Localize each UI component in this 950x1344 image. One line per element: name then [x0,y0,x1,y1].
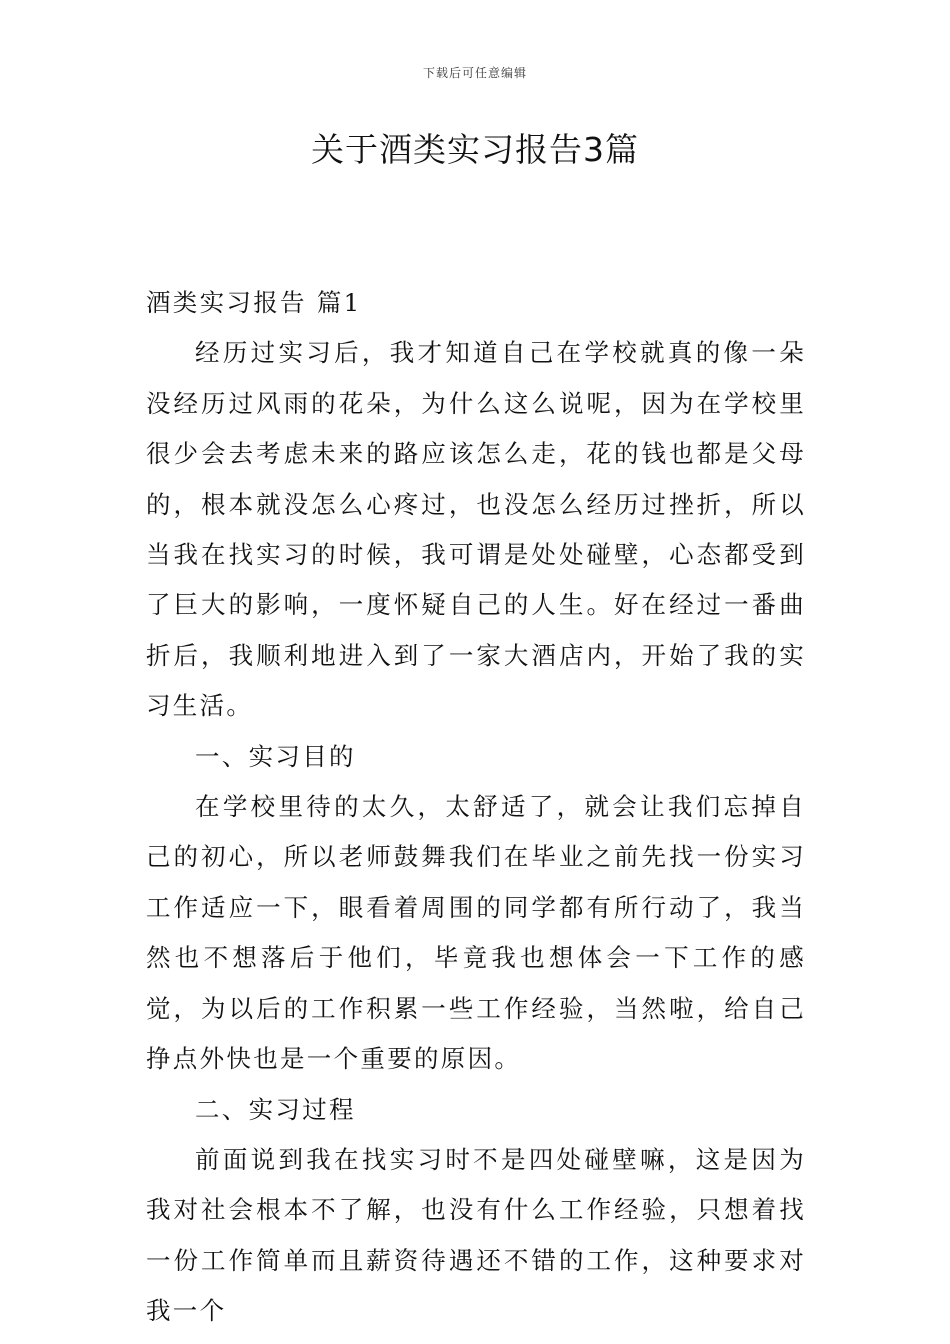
heading-internship-process: 二、实习过程 [195,1094,356,1124]
paragraph-process: 前面说到我在找实习时不是四处碰壁嘛，这是因为我对社会根本不了解，也没有什么工作经验，只想着找一份工作简单而且薪资待遇还不错的工作，这种要求对我一个 [146,1144,806,1326]
paragraph-purpose: 在学校里待的太久，太舒适了，就会让我们忘掉自己的初心，所以老师鼓舞我们在毕业之前先找一份实习工作适应一下，眼看着周围的同学都有所行动了，我当然也不想落后于他们，毕竟我也想体会一下工作的感觉，为以后的工作积累一些工作经验，当然啦，给自己挣点外快也是一个重要的原因。 [146,792,806,1074]
header-note: 下载后可任意编辑 [422,66,527,80]
paragraph-intro: 经历过实习后，我才知道自己在学校就真的像一朵没经历过风雨的花朵，为什么这么说呢，因为在学校里很少会去考虑未来的路应该怎么走，花的钱也都是父母的，根本就没怎么心疼过，也没怎么经历过挫折，所以当我在找实习的时候，我可谓是处处碰壁，心态都受到了巨大的影响，一度怀疑自己的人生。好在经过一番曲折后，我顺利地进入到了一家大酒店内，开始了我的实习生活。 [146,338,806,721]
heading-internship-purpose: 一、实习目的 [195,741,356,771]
document-body [146,278,806,1337]
document-title: 关于酒类实习报告3篇 [311,130,639,169]
section-title: 酒类实习报告 篇1 [146,288,362,317]
